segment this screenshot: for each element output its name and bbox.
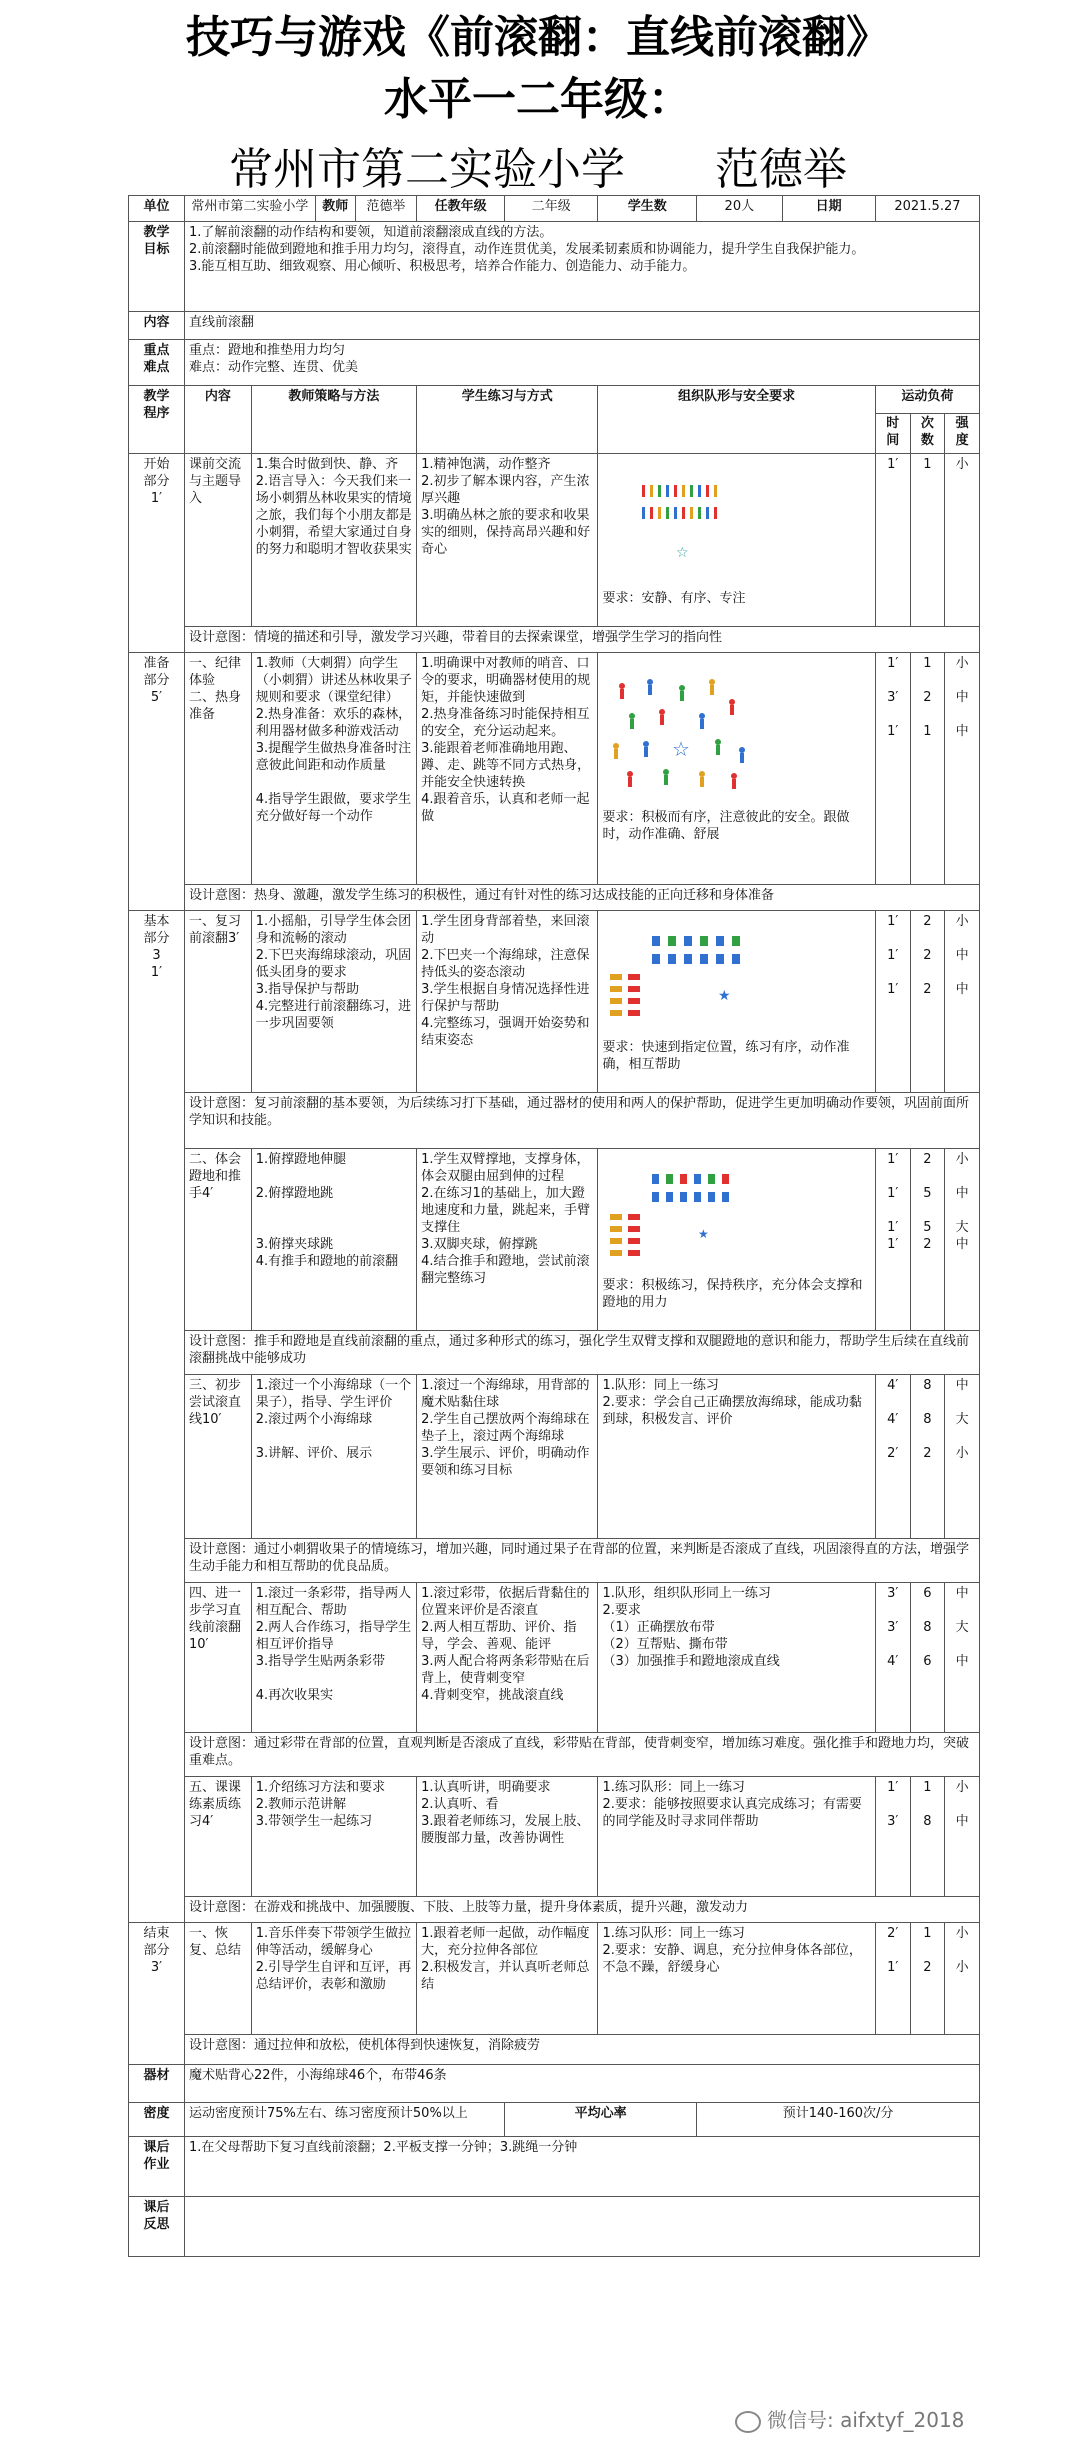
org-cell bbox=[598, 911, 875, 1093]
mat-grid bbox=[610, 936, 740, 1016]
org-requirement: 要求：安静、有序、专注 bbox=[602, 591, 746, 606]
load-intensity: 小 中 bbox=[945, 1777, 980, 1897]
student-practice: 1.滚过彩带，依据后背黏住的位置来评价是否滚直 2.两人相互帮助、评价、指导，学会、善观、能评 3.两人配合将两条彩带贴在后背上，使背刺变窄 4.背刺变窄，挑战滚直线 bbox=[417, 1583, 598, 1733]
load-times: 2 2 2 bbox=[910, 911, 945, 1093]
student-practice: 1.跟着老师一起做，动作幅度大，充分拉伸各部位 2.积极发言，并认真听老师总结 bbox=[417, 1923, 598, 2035]
load-time: 1′ 3′ bbox=[875, 1777, 910, 1897]
section-content: 一、恢复、总结 bbox=[185, 1923, 252, 2035]
content-row bbox=[129, 312, 980, 340]
load-time: 2′ 1′ bbox=[875, 1923, 910, 2035]
teacher-star-icon: ★ bbox=[718, 988, 732, 1004]
load-intensity: 中 大 小 bbox=[945, 1375, 980, 1539]
student-practice: 1.滚过一个海绵球，用背部的魔术贴黏住球 2.学生自己摆放两个海绵球在垫子上，滚过两个海绵球 3.学生展示、评价，明确动作要领和练习目标 bbox=[417, 1375, 598, 1539]
equipment-label: 器材 bbox=[129, 2065, 185, 2103]
section-content: 二、体会蹬地和推手4′ bbox=[185, 1149, 252, 1331]
unit-label: 单位 bbox=[129, 196, 185, 222]
mat-formation-diagram bbox=[602, 1168, 752, 1260]
load-times: 1 2 bbox=[910, 1923, 945, 2035]
scattered-figures-diagram bbox=[602, 672, 752, 792]
date-value: 2021.5.27 bbox=[875, 196, 979, 222]
school-name: 常州市第二实验小学 bbox=[229, 144, 625, 195]
teacher-strategy: 1.音乐伴奏下带领学生做拉伸等活动，缓解身心 2.引导学生自评和互评，再总结评价，表彰和激励 bbox=[251, 1923, 416, 2035]
section-start-row bbox=[129, 454, 980, 627]
count-value: 20人 bbox=[697, 196, 782, 222]
grade-label: 任教年级 bbox=[417, 196, 505, 222]
intent-row bbox=[129, 1897, 980, 1923]
goals-row bbox=[129, 222, 980, 312]
intensity-header: 强 度 bbox=[945, 414, 980, 454]
part-label: 基本 部分 3 1′ bbox=[129, 911, 185, 1923]
homework-row bbox=[129, 2137, 980, 2197]
load-time: 4′ 4′ 2′ bbox=[875, 1375, 910, 1539]
wechat-icon bbox=[735, 2411, 761, 2433]
section-content: 一、纪律体验 二、热身准备 bbox=[185, 653, 252, 885]
scattered-students bbox=[613, 679, 745, 789]
intent-row bbox=[129, 885, 980, 911]
teacher-strategy: 1.俯撑蹬地伸腿 2.俯撑蹬地跳 3.俯撑夹球跳 4.有推手和蹬地的前滚翻 bbox=[251, 1149, 416, 1331]
load-times: 8 8 2 bbox=[910, 1375, 945, 1539]
time-header: 时 间 bbox=[875, 414, 910, 454]
part-label: 结束 部分 3′ bbox=[129, 1923, 185, 2065]
student-practice: 1.明确课中对教师的哨音、口令的要求，明确器材使用的规矩，并能快速做到 2.热身准备练习时能保持相互的安全，充分运动起来。 3.能跟着老师准确地用跑、蹲、走、跳等不同方式热身，并能安全快速转换 4.跟着音乐，认真和老师一起做 bbox=[417, 653, 598, 885]
load-times: 2 5 5 2 bbox=[910, 1149, 945, 1331]
teacher-name: 范德举 bbox=[715, 144, 847, 195]
part-label: 开始 部分 1′ bbox=[129, 454, 185, 653]
goals-label: 教学 目标 bbox=[129, 222, 185, 312]
design-intent: 设计意图：通过小刺猬收果子的情境练习，增加兴趣，同时通过果子在背部的位置，来判断是否滚成了直线，巩固滚得直的方法，增强学生动手能力和相互帮助的优良品质。 bbox=[185, 1539, 980, 1583]
intent-row bbox=[129, 2035, 980, 2065]
density-row bbox=[129, 2103, 980, 2137]
section-end-row bbox=[129, 1923, 980, 2035]
watermark-text: 微信号: aifxtyf_2018 bbox=[767, 2408, 965, 2432]
count-label: 学生数 bbox=[598, 196, 697, 222]
org-cell bbox=[598, 653, 875, 885]
section-basic-review-row bbox=[129, 911, 980, 1093]
design-intent: 设计意图：复习前滚翻的基本要领，为后续练习打下基础，通过器材的使用和两人的保护帮助，促进学生更加明确动作要领，巩固前面所学知识和技能。 bbox=[185, 1093, 980, 1149]
design-intent: 设计意图：通过彩带在背部的位置，直观判断是否滚成了直线，彩带贴在背部，使背刺变窄，增加练习难度。强化推手和蹬地力均，突破重难点。 bbox=[185, 1733, 980, 1777]
density-text: 运动密度预计75%左右、练习密度预计50%以上 bbox=[185, 2103, 505, 2137]
teacher-label: 教师 bbox=[315, 196, 355, 222]
load-intensity: 小 中 大 中 bbox=[945, 1149, 980, 1331]
load-intensity: 中 大 中 bbox=[945, 1583, 980, 1733]
grade-level-title: 水平一二年级： bbox=[384, 74, 692, 125]
load-intensity: 小 bbox=[945, 454, 980, 627]
org-requirement: 要求：积极练习，保持秩序，充分体会支撑和蹬地的用力 bbox=[602, 1278, 863, 1310]
section-content: 课前交流与主题导入 bbox=[185, 454, 252, 627]
grade-value: 二年级 bbox=[505, 196, 598, 222]
student-practice: 1.精神饱满，动作整齐 2.初步了解本课内容，产生浓厚兴趣 3.明确丛林之旅的要求和收果实的细则，保持高昂兴趣和好奇心 bbox=[417, 454, 598, 627]
lesson-plan-table bbox=[128, 195, 980, 2257]
mat-formation-diagram bbox=[602, 930, 752, 1022]
reflection-row bbox=[129, 2197, 980, 2257]
org-requirement: 1.练习队形：同上一练习 2.要求：能够按照要求认真完成练习；有需要的同学能及时寻求同伴帮助 bbox=[598, 1777, 875, 1897]
homework-label: 课后 作业 bbox=[129, 2137, 185, 2197]
intent-row bbox=[129, 1093, 980, 1149]
load-time: 3′ 3′ 4′ bbox=[875, 1583, 910, 1733]
section-content: 五、课课练素质练习4′ bbox=[185, 1777, 252, 1897]
load-times: 1 2 1 bbox=[910, 653, 945, 885]
section-basic-push-row bbox=[129, 1149, 980, 1331]
intent-row bbox=[129, 1733, 980, 1777]
section-content: 四、进一步学习直线前滚翻10′ bbox=[185, 1583, 252, 1733]
student-practice: 1.认真听讲，明确要求 2.认真听、看 3.跟着老师练习，发展上肢、腰腹部力量，改善协调性 bbox=[417, 1777, 598, 1897]
homework-text: 1.在父母帮助下复习直线前滚翻；2.平板支撑一分钟；3.跳绳一分钟 bbox=[185, 2137, 980, 2197]
teacher-value: 范德举 bbox=[355, 196, 416, 222]
load-times: 6 8 6 bbox=[910, 1583, 945, 1733]
org-header: 组织队形与安全要求 bbox=[598, 386, 875, 454]
heart-rate-label: 平均心率 bbox=[505, 2103, 697, 2137]
formation-lines-diagram bbox=[602, 473, 752, 573]
equipment-row bbox=[129, 2065, 980, 2103]
content-text: 直线前滚翻 bbox=[185, 312, 980, 340]
teacher-strategy: 1.滚过一个小海绵球（一个果子），指导、学生评价 2.滚过两个小海绵球 3.讲解、评价、展示 bbox=[251, 1375, 416, 1539]
lesson-title: 技巧与游戏《前滚翻：直线前滚翻》 bbox=[186, 12, 890, 63]
design-intent: 设计意图：情境的描述和引导，激发学习兴趣，带着目的去探索课堂，增强学生学习的指向性 bbox=[185, 627, 980, 653]
keypoints-text: 重点：蹬地和推垫用力均匀 难点：动作完整、连贯、优美 bbox=[185, 340, 980, 386]
load-times: 1 8 bbox=[910, 1777, 945, 1897]
design-intent: 设计意图：热身、激趣，激发学生练习的积极性，通过有针对性的练习达成技能的正向迁移和身体准备 bbox=[185, 885, 980, 911]
load-intensity: 小 中 中 bbox=[945, 653, 980, 885]
org-requirement: 要求：积极而有序，注意彼此的安全。跟做时，动作准确、舒展 bbox=[602, 810, 850, 842]
teacher-star-icon: ☆ bbox=[676, 545, 690, 561]
teacher-strategy: 1.介绍练习方法和要求 2.教师示范讲解 3.带领学生一起练习 bbox=[251, 1777, 416, 1897]
design-intent: 设计意图：推手和蹬地是直线前滚翻的重点，通过多种形式的练习，强化学生双臂支撑和双腿蹬地的意识和能力，帮助学生后续在直线前滚翻挑战中能够成功 bbox=[185, 1331, 980, 1375]
teacher-star-icon: ☆ bbox=[672, 737, 691, 761]
intent-row bbox=[129, 627, 980, 653]
content-label: 内容 bbox=[129, 312, 185, 340]
reflection-text bbox=[185, 2197, 980, 2257]
section-basic-advance-row bbox=[129, 1583, 980, 1733]
load-header: 运动负荷 bbox=[875, 386, 979, 414]
goals-text: 1.了解前滚翻的动作结构和要领，知道前滚翻滚成直线的方法。 2.前滚翻时能做到蹬地和推手用力均匀，滚得直，动作连贯优美，发展柔韧素质和协调能力，提升学生自我保护能力。 3.能互相互助、细致观察、用心倾听、积极思考，培养合作能力、创造能力、动手能力。 bbox=[185, 222, 980, 312]
keypoints-label: 重点 难点 bbox=[129, 340, 185, 386]
load-intensity: 小 中 中 bbox=[945, 911, 980, 1093]
org-requirement: 1.队形：同上一练习 2.要求：学会自己正确摆放海绵球，能成功黏到球，积极发言、评价 bbox=[598, 1375, 875, 1539]
intent-row bbox=[129, 1539, 980, 1583]
reflection-label: 课后 反思 bbox=[129, 2197, 185, 2257]
unit-value: 常州市第二实验小学 bbox=[185, 196, 316, 222]
org-requirement: 1.队形，组织队形同上一练习 2.要求 （1）正确摆放布带 （2）互帮贴、撕布带 （3）加强推手和蹬地滚成直线 bbox=[598, 1583, 875, 1733]
design-intent: 设计意图：在游戏和挑战中、加强腰腹、下肢、上肢等力量，提升身体素质，提升兴趣，激发动力 bbox=[185, 1897, 980, 1923]
density-label: 密度 bbox=[129, 2103, 185, 2137]
section-content: 一、复习前滚翻3′ bbox=[185, 911, 252, 1093]
part-label: 准备 部分 5′ bbox=[129, 653, 185, 911]
teacher-strategy: 1.小摇船，引导学生体会团身和流畅的滚动 2.下巴夹海绵球滚动，巩固低头团身的要求 3.指导保护与帮助 4.完整进行前滚翻练习，进一步巩固要领 bbox=[251, 911, 416, 1093]
section-prepare-row bbox=[129, 653, 980, 885]
load-time: 1′ 1′ 1′ 1′ bbox=[875, 1149, 910, 1331]
info-row bbox=[129, 196, 980, 222]
keypoints-row bbox=[129, 340, 980, 386]
heart-rate-value: 预计140-160次/分 bbox=[697, 2103, 980, 2137]
org-requirement: 1.练习队形：同上一练习 2.要求：安静、调息，充分拉伸身体各部位，不急不躁，舒缓身心 bbox=[598, 1923, 875, 2035]
teacher-strategy: 1.集合时做到快、静、齐 2.语言导入：今天我们来一场小刺猬丛林收果实的情境之旅，我们每个小朋友都是小刺猬，希望大家通过自身的努力和聪明才智收获果实 bbox=[251, 454, 416, 627]
design-intent: 设计意图：通过拉伸和放松，使机体得到快速恢复，消除疲劳 bbox=[185, 2035, 980, 2065]
formation-row bbox=[642, 485, 717, 519]
org-cell bbox=[598, 1149, 875, 1331]
times-header: 次 数 bbox=[910, 414, 945, 454]
date-label: 日期 bbox=[782, 196, 875, 222]
column-header-row bbox=[129, 386, 980, 414]
section-basic-fitness-row bbox=[129, 1777, 980, 1897]
student-practice: 1.学生团身背部着垫，来回滚动 2.下巴夹一个海绵球，注意保持低头的姿态滚动 3.学生根据自身情况选择性进行保护与帮助 4.完整练习，强调开始姿势和结束姿态 bbox=[417, 911, 598, 1093]
teacher-strategy: 1.滚过一条彩带，指导两人相互配合、帮助 2.两人合作练习，指导学生相互评价指导 3.指导学生贴两条彩带 4.再次收果实 bbox=[251, 1583, 416, 1733]
student-header: 学生练习与方式 bbox=[417, 386, 598, 454]
load-time: 1′ bbox=[875, 454, 910, 627]
load-time: 1′ 1′ 1′ bbox=[875, 911, 910, 1093]
school-teacher-line bbox=[0, 138, 1076, 202]
load-time: 1′ 3′ 1′ bbox=[875, 653, 910, 885]
procedure-header: 教学 程序 bbox=[129, 386, 185, 454]
load-times: 1 bbox=[910, 454, 945, 627]
teacher-header: 教师策略与方法 bbox=[251, 386, 416, 454]
student-practice: 1.学生双臂撑地，支撑身体，体会双腿由屈到伸的过程 2.在练习1的基础上，加大蹬地速度和力量，跳起来，手臂支撑住 3.双脚夹球，俯撑跳 4.结合推手和蹬地，尝试前滚翻完整练习 bbox=[417, 1149, 598, 1331]
intent-row bbox=[129, 1331, 980, 1375]
wechat-watermark bbox=[735, 2404, 964, 2433]
teacher-strategy: 1.教师（大刺猬）向学生（小刺猬）讲述丛林收果子规则和要求（课堂纪律） 2.热身准备：欢乐的森林，利用器材做多种游戏活动 3.提醒学生做热身准备时注意彼此间距和动作质量 4.指导学生跟做，要求学生充分做好每一个动作 bbox=[251, 653, 416, 885]
section-basic-straight-row bbox=[129, 1375, 980, 1539]
org-cell bbox=[598, 454, 875, 627]
mat-grid bbox=[610, 1174, 729, 1256]
teacher-star-icon: ★ bbox=[698, 1227, 710, 1241]
equipment-text: 魔术贴背心22件，小海绵球46个，布带46条 bbox=[185, 2065, 980, 2103]
org-requirement: 要求：快速到指定位置，练习有序，动作准确，相互帮助 bbox=[602, 1040, 850, 1072]
section-content: 三、初步尝试滚直线10′ bbox=[185, 1375, 252, 1539]
load-intensity: 小 小 bbox=[945, 1923, 980, 2035]
content-header: 内容 bbox=[185, 386, 252, 454]
